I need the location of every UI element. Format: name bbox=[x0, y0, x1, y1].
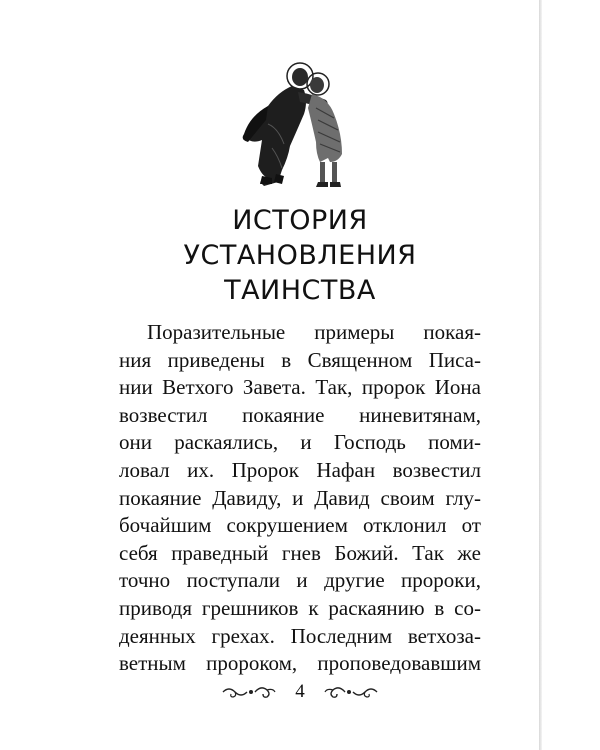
text-line: покаяние Давиду, и Давид своим глу- bbox=[119, 485, 481, 510]
page-edge-shadow bbox=[539, 0, 542, 750]
text-line: приводя грешников к раскаянию в со- bbox=[119, 595, 481, 620]
text-line: возвестил покаяние ниневитянам, bbox=[119, 402, 481, 427]
text-line: нии Ветхого Завета. Так, пророк Иона bbox=[119, 375, 481, 400]
text-line: деянных грехах. Последним ветхоза- bbox=[119, 623, 481, 648]
title-line-3: ТАИНСТВА bbox=[224, 275, 376, 306]
text-line: ния приведены в Священном Писа- bbox=[119, 347, 481, 372]
text-line: точно поступали и другие пророки, bbox=[119, 568, 481, 593]
text-line: Поразительные примеры покая- bbox=[147, 320, 481, 344]
text-line: они раскаялись, и Господь поми- bbox=[119, 430, 481, 455]
chapter-title bbox=[100, 203, 500, 308]
text-line: ветным пророком, проповедовавшим bbox=[119, 651, 481, 676]
floral-ornament-icon bbox=[221, 682, 277, 702]
floral-ornament-icon bbox=[323, 682, 379, 702]
page-number: 4 bbox=[295, 681, 305, 702]
text-line: себя праведный гнев Божий. Так же bbox=[119, 540, 481, 565]
body-paragraph bbox=[119, 319, 481, 678]
text-line: бочайшим сокрушением отклонил от bbox=[119, 513, 481, 538]
title-line-2: УСТАНОВЛЕНИЯ bbox=[183, 240, 417, 271]
text-line: ловал их. Пророк Нафан возвестил bbox=[119, 457, 481, 482]
page-footer bbox=[200, 681, 400, 705]
icon-two-saints-embracing-icon bbox=[238, 58, 368, 193]
title-line-1: ИСТОРИЯ bbox=[232, 205, 368, 236]
